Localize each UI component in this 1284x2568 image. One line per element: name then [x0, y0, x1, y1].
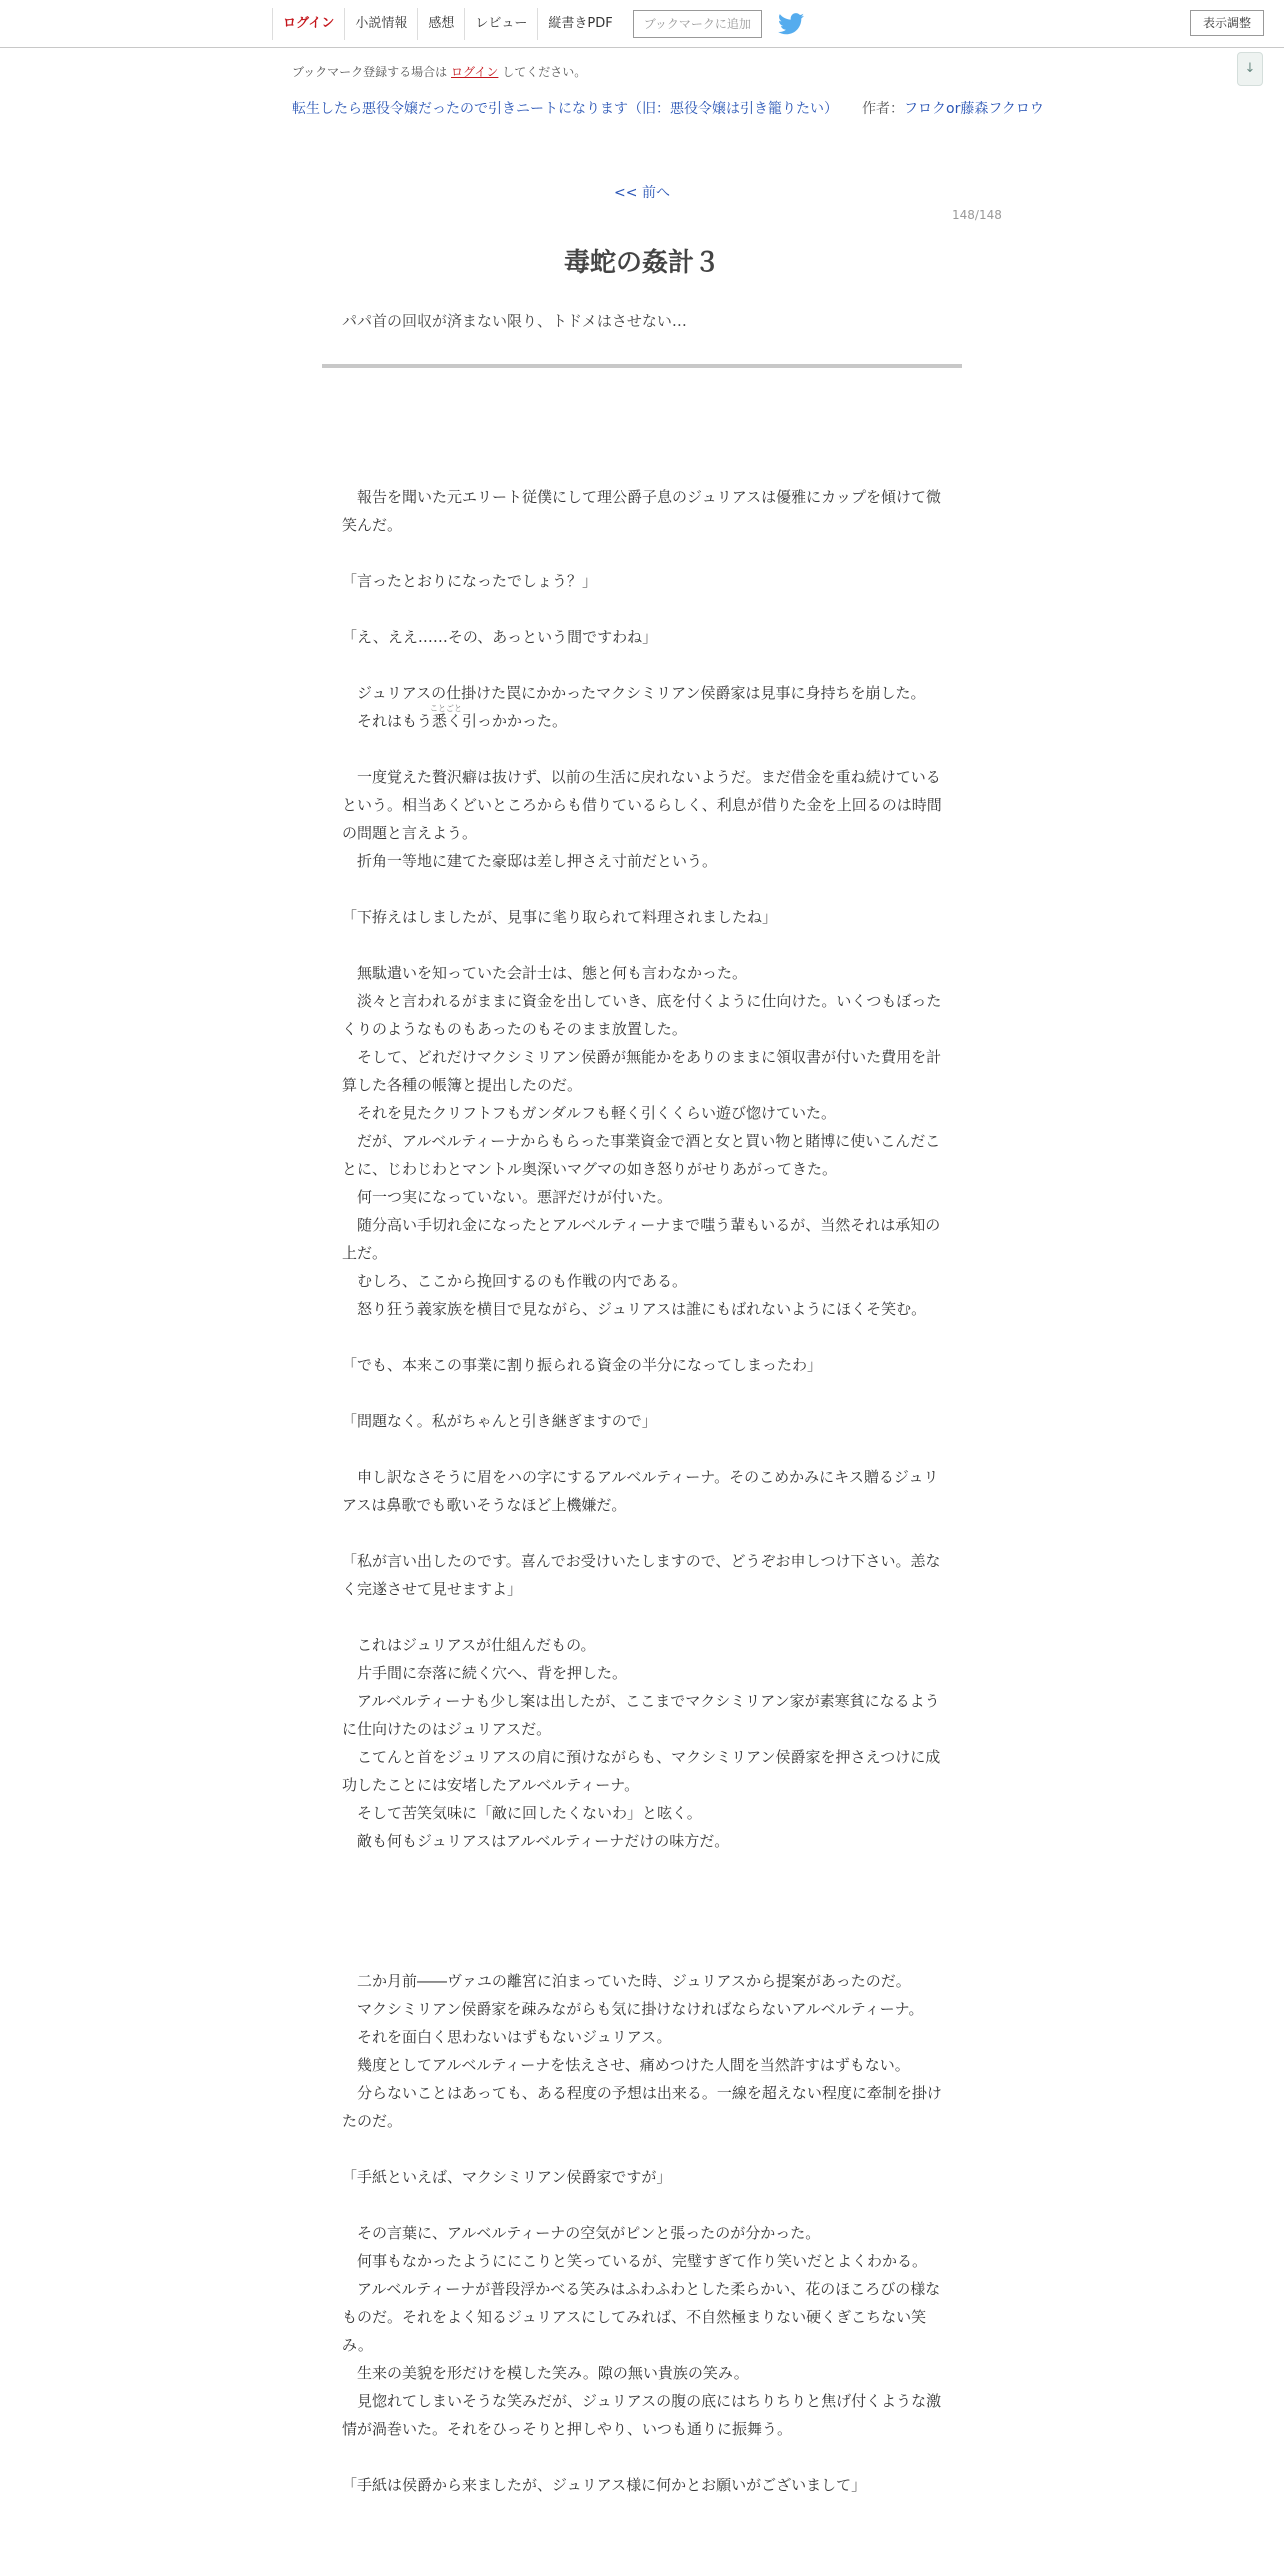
body-paragraph	[342, 595, 942, 623]
body-paragraph	[342, 2443, 942, 2471]
body-paragraph: 何事もなかったようににこりと笑っているが、完璧すぎて作り笑いだとよくわかる。	[342, 2252, 928, 2270]
body-paragraph: そして苦笑気味に「敵に回したくないわ」と呟く。	[342, 1804, 702, 1822]
notice-text-before: ブックマーク登録する場合は	[292, 65, 448, 79]
notice-text-after: してください。	[502, 65, 587, 79]
bookmark-login-notice	[292, 63, 586, 80]
add-bookmark-button[interactable]: ブックマークに追加	[633, 10, 762, 38]
impressions-link[interactable]: 感想	[417, 8, 464, 40]
notice-login-link[interactable]: ログイン	[451, 65, 499, 79]
body-paragraph: アルベルティーナも少し案は出したが、ここまでマクシミリアン家が素寒貧になるように仕向けたのはジュリアスだ。	[342, 1692, 940, 1738]
ruby-base: 悉	[432, 712, 448, 730]
body-paragraph-ruby	[342, 704, 942, 735]
body-paragraph: それを見たクリフトフもガンダルフも軽く引くくらい遊び惚けていた。	[342, 1104, 836, 1122]
body-paragraph: これはジュリアスが仕組んだもの。	[342, 1636, 596, 1654]
body-paragraph	[342, 1323, 942, 1351]
body-paragraph: 片手間に奈落に続く穴へ、背を押した。	[342, 1664, 628, 1682]
body-paragraph: 折角一等地に建てた豪邸は差し押さえ寸前だという。	[342, 852, 718, 870]
preface-divider	[322, 364, 962, 368]
display-settings-button[interactable]: 表示調整	[1190, 10, 1264, 36]
body-paragraph: 一度覚えた贅沢癖は抜けず、以前の生活に戻れないようだ。まだ借金を重ね続けているという。相当あくどいところからも借りているらしく、利息が借りた金を上回るのは時間の問題と言えよう。	[342, 768, 942, 842]
body-paragraph: 「下拵えはしましたが、見事に毟り取られて料理されましたね」	[342, 908, 778, 926]
body-paragraph: 淡々と言われるがままに資金を出していき、底を付くように仕向けた。いくつもぼったくりのようなものもあったのもそのまま放置した。	[342, 992, 942, 1038]
body-paragraph	[342, 651, 942, 679]
body-paragraph: 分らないことはあっても、ある程度の予想は出来る。一線を超えない程度に牽制を掛けたのだ。	[342, 2084, 942, 2130]
chapter-body	[342, 427, 942, 2499]
body-paragraph: 敵も何もジュリアスはアルベルティーナだけの味方だ。	[342, 1832, 730, 1850]
twitter-bird-icon[interactable]	[778, 13, 804, 35]
top-navigation-bar	[0, 0, 1284, 48]
body-paragraph: 「でも、本来この事業に割り振られる資金の半分になってしまったわ」	[342, 1356, 823, 1374]
ruby-reading: ことごと	[430, 704, 463, 713]
body-paragraph: こてんと首をジュリアスの肩に預けながらも、マクシミリアン侯爵家を押さえつけに成功したことには安堵したアルベルティーナ。	[342, 1748, 941, 1794]
body-paragraph: 「え、ええ……その、あっという間ですわね」	[342, 628, 658, 646]
novel-info-link[interactable]: 小説情報	[344, 8, 417, 40]
ruby-line-after: く引っかかった。	[447, 712, 568, 730]
body-paragraph: 「言ったとおりになったでしょう？」	[342, 572, 598, 590]
chapter-title: 毒蛇の姦計３	[563, 248, 720, 278]
main-nav	[272, 8, 804, 40]
body-paragraph: 生来の美貌を形だけを模した笑み。隙の無い貴族の笑み。	[342, 2364, 749, 2382]
body-paragraph: 何一つ実になっていない。悪評だけが付いた。	[342, 1188, 673, 1206]
page-count: 148/148	[952, 208, 1002, 222]
body-paragraph: 怒り狂う義家族を横目で見ながら、ジュリアスは誰にもばれないようにほくそ笑む。	[342, 1300, 927, 1318]
vertical-pdf-link[interactable]: 縦書きPDF	[537, 8, 622, 40]
body-paragraph: 「手紙は侯爵から来ましたが、ジュリアス様に何かとお願いがございまして」	[342, 2476, 867, 2494]
body-paragraph: それを面白く思わないはずもないジュリアス。	[342, 2028, 672, 2046]
body-paragraph	[342, 2135, 942, 2163]
body-paragraph: だが、アルベルティーナからもらった事業資金で酒と女と買い物と賭博に使いこんだことに、じわじわとマントル奥深いマグマの如き怒りがせりあがってきた。	[342, 1132, 941, 1178]
author-label: 作者：	[862, 101, 904, 117]
body-paragraph: 見惚れてしまいそうな笑みだが、ジュリアスの腹の底にはちりちりと焦げ付くような激情が渦巻いた。それをひっそりと押しやり、いつも通りに振舞う。	[342, 2392, 942, 2438]
body-paragraph: むしろ、ここから挽回するのも作戦の内である。	[342, 1272, 688, 1290]
body-paragraph: マクシミリアン侯爵家を疎みながらも気に掛けなければならないアルベルティーナ。	[342, 2000, 924, 2018]
body-paragraph: ジュリアスの仕掛けた罠にかかったマクシミリアン侯爵家は見事に身持ちを崩した。	[342, 684, 926, 702]
novel-title-link[interactable]: 転生したら悪役令嬢だったので引きニートになります（旧：悪役令嬢は引き籠りたい）	[292, 101, 838, 117]
review-link[interactable]: レビュー	[464, 8, 537, 40]
body-paragraph	[342, 1855, 942, 1883]
body-paragraph	[342, 539, 942, 567]
body-paragraph	[342, 1883, 942, 1911]
body-paragraph: 申し訳なさそうに眉をハの字にするアルベルティーナ。そのこめかみにキス贈るジュリアスは鼻歌でも歌いそうなほど上機嫌だ。	[342, 1468, 939, 1514]
body-paragraph: 随分高い手切れ金になったとアルベルティーナまで嗤う輩もいるが、当然それは承知の上だ。	[342, 1216, 941, 1262]
body-paragraph	[342, 875, 942, 903]
body-paragraph: 「問題なく。私がちゃんと引き継ぎますので」	[342, 1412, 657, 1430]
body-paragraph	[342, 931, 942, 959]
previous-page-link[interactable]: << 前へ	[614, 185, 670, 201]
body-paragraph	[342, 1379, 942, 1407]
body-paragraph	[342, 1603, 942, 1631]
body-paragraph: 「私が言い出したのです。喜んでお受けいたしますので、どうぞお申しつけ下さい。恙なく完遂させて見せますよ」	[342, 1552, 941, 1598]
body-paragraph	[342, 427, 942, 455]
author-link[interactable]: フロクor藤森フクロウ	[904, 101, 1044, 117]
ruby-word	[430, 704, 463, 735]
login-link[interactable]: ログイン	[272, 8, 344, 40]
body-paragraph: その言葉に、アルベルティーナの空気がピンと張ったのが分かった。	[342, 2224, 821, 2242]
body-paragraph	[342, 735, 942, 763]
body-paragraph	[342, 1435, 942, 1463]
ruby-line-before: それはもう	[342, 712, 433, 730]
body-paragraph: 二か月前――ヴァユの離宮に泊まっていた時、ジュリアスから提案があったのだ。	[342, 1972, 911, 1990]
author-info	[862, 97, 1044, 121]
body-paragraph: そして、どれだけマクシミリアン侯爵が無能かをありのままに領収書が付いた費用を計算した各種の帳簿と提出したのだ。	[342, 1048, 942, 1094]
body-paragraph	[342, 1911, 942, 1939]
body-paragraph	[342, 1519, 942, 1547]
body-paragraph: 報告を聞いた元エリート従僕にして理公爵子息のジュリアスは優雅にカップを傾けて微笑んだ。	[342, 488, 941, 534]
body-paragraph	[342, 2191, 942, 2219]
body-paragraph: アルベルティーナが普段浮かべる笑みはふわふわとした柔らかい、花のほころびの様なものだ。それをよく知るジュリアスにしてみれば、不自然極まりない硬くぎこちない笑み。	[342, 2280, 941, 2354]
chapter-preface: パパ首の回収が済まない限り、トドメはさせない…	[342, 312, 687, 330]
scroll-down-button[interactable]: ↓	[1237, 52, 1263, 86]
body-paragraph: 幾度としてアルベルティーナを怯えさせ、痛めつけた人間を当然許すはずもない。	[342, 2056, 910, 2074]
body-paragraph: 「手紙といえば、マクシミリアン侯爵家ですが」	[342, 2168, 672, 2186]
body-paragraph: 無駄遣いを知っていた会計士は、態と何も言わなかった。	[342, 964, 748, 982]
body-paragraph	[342, 1939, 942, 1967]
body-paragraph	[342, 455, 942, 483]
